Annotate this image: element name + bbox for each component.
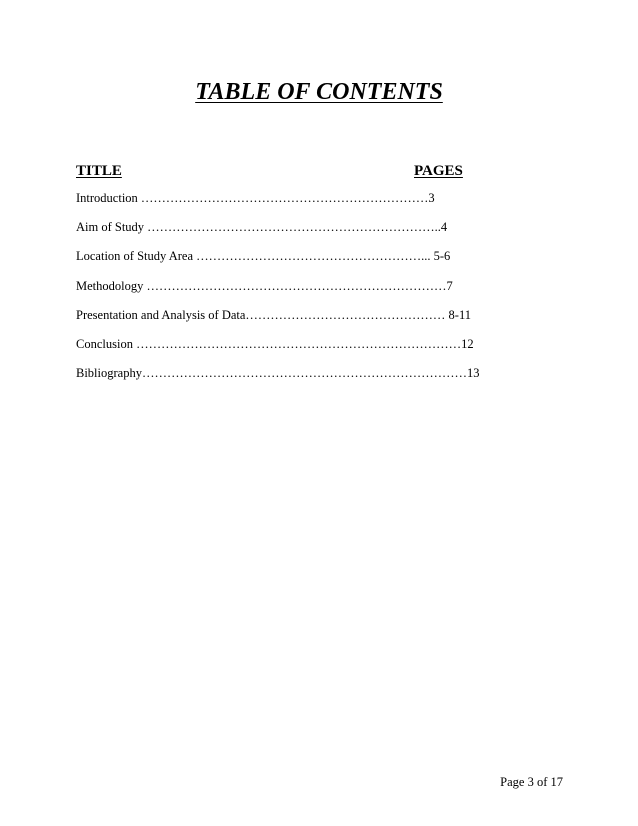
page-title — [0, 78, 638, 106]
title-column-header: TITLE — [76, 163, 122, 179]
toc-entry-presentation-and-analysis: Presentation and Analysis of Data………………………………………… 8-11 — [76, 307, 471, 322]
toc-entry-location-of-study-area: Location of Study Area ………………………………………………... 5-6 — [76, 249, 451, 264]
page-number-footer: Page 3 of 17 — [500, 775, 563, 789]
pages-column-header: PAGES — [414, 163, 463, 179]
toc-entry-introduction: Introduction ……………………………………………………………3 — [76, 191, 435, 205]
toc-entry-methodology: Methodology ………………………………………………………………7 — [76, 278, 453, 293]
toc-entry-bibliography: Bibliography……………………………………………………………………13 — [76, 366, 480, 381]
toc-entry-aim-of-study: Aim of Study ……………………………………………………………..4 — [76, 220, 448, 235]
toc-entry-conclusion: Conclusion ……………………………………………………………………12 — [76, 336, 474, 351]
page-title-text: TABLE OF CONTENTS — [195, 79, 443, 105]
toc-list — [76, 189, 479, 393]
